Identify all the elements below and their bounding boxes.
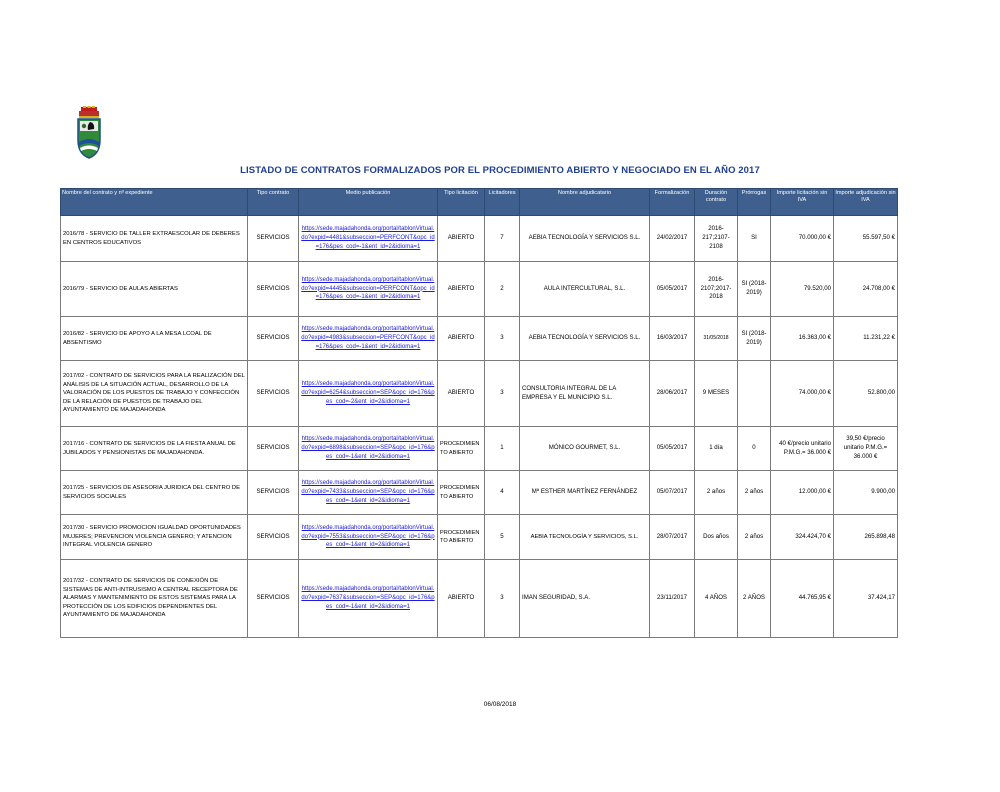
cell-adjudicatario: AULA INTERCULTURAL, S.L. <box>520 262 650 317</box>
cell-imp-adjudicacion: 52.800,00 <box>834 361 898 427</box>
col-header-name: Nombre del contrato y nº expediente <box>61 189 248 216</box>
col-header-imp-adjudicacion: Importe adjudicación sin IVA <box>834 189 898 216</box>
cell-contract-name: 2016/78 - SERVICIO DE TALLER EXTRAESCOLAR DE DEBERES EN CENTROS EDUCATIVOS <box>61 216 248 262</box>
table-row <box>61 471 898 515</box>
cell-adjudicatario: Mª ESTHER MARTÍNEZ FERNÁNDEZ <box>520 471 650 515</box>
cell-prorrogas <box>738 361 771 427</box>
cell-formalizacion: 23/11/2017 <box>650 560 695 638</box>
cell-prorrogas: SI (2018-2019) <box>738 317 771 361</box>
cell-tipo: SERVICIOS <box>248 216 299 262</box>
col-header-licitacion: Tipo licitación <box>438 189 485 216</box>
cell-prorrogas: 0 <box>738 427 771 471</box>
cell-adjudicatario: MÓNICO GOURMET, S.L. <box>520 427 650 471</box>
cell-formalizacion: 28/06/2017 <box>650 361 695 427</box>
cell-contract-name: 2016/82 - SERVICIO DE APOYO A LA MESA LCOAL DE ABSENTISMO <box>61 317 248 361</box>
cell-imp-adjudicacion: 37.424,17 <box>834 560 898 638</box>
cell-imp-licitacion: 79.520,00 <box>771 262 834 317</box>
cell-duracion: 9 MESES <box>695 361 738 427</box>
cell-imp-licitacion: 324.424,70 € <box>771 515 834 560</box>
cell-imp-adjudicacion: 11.231,22 € <box>834 317 898 361</box>
table-row <box>61 427 898 471</box>
cell-licitacion: ABIERTO <box>438 262 485 317</box>
cell-licitadores: 3 <box>485 317 520 361</box>
publication-link[interactable]: https://sede.majadahonda.org/portal/tablonVirtual.do?expid=6254&subseccion=SEP&opc_id=176&pes_cod=-2&ent_id=2&idioma=1 <box>301 381 435 405</box>
table-row <box>61 560 898 638</box>
cell-duracion: Dos años <box>695 515 738 560</box>
publication-link[interactable]: https://sede.majadahonda.org/portal/tablonVirtual.do?expid=7637&subseccion=SEP&opc_id=176&pes_cod=-1&ent_id=2&idioma=1 <box>301 586 435 610</box>
cell-imp-adjudicacion: 265.898,48 <box>834 515 898 560</box>
cell-prorrogas: SI <box>738 216 771 262</box>
cell-licitacion: ABIERTO <box>438 216 485 262</box>
cell-licitadores: 1 <box>485 427 520 471</box>
table-header-row <box>61 189 898 216</box>
cell-licitacion: PROCEDIMIENTO ABIERTO <box>438 515 485 560</box>
cell-duracion: 31/05/2018 <box>695 317 738 361</box>
publication-link[interactable]: https://sede.majadahonda.org/portal/tablonVirtual.do?expid=6898&subseccion=SEP&opc_id=176&pes_cod=-1&ent_id=2&idioma=1 <box>301 436 435 460</box>
cell-tipo: SERVICIOS <box>248 515 299 560</box>
cell-adjudicatario: CONSULTORIA INTEGRAL DE LA EMPRESA Y EL MUNICIPIO S.L. <box>520 361 650 427</box>
cell-contract-name: 2017/30 - SERVICIO PROMOCION IGUALDAD OPORTUNIDADES MUJERES; PREVENCION VIOLENCIA GENERO; Y ATENCION INTEGRAL VIOLENCIA GENERO <box>61 515 248 560</box>
footer-date: 06/08/2018 <box>483 701 517 708</box>
cell-tipo: SERVICIOS <box>248 560 299 638</box>
cell-adjudicatario: AEBIA TECNOLOGÍA Y SERVICIOS S.L. <box>520 216 650 262</box>
cell-tipo: SERVICIOS <box>248 471 299 515</box>
cell-licitacion: PROCEDIMIENTO ABIERTO <box>438 471 485 515</box>
cell-formalizacion: 05/07/2017 <box>650 471 695 515</box>
col-header-licitadores: Licitadores <box>485 189 520 216</box>
cell-adjudicatario: AEBIA TECNOLOGÍA Y SERVICIOS S.L. <box>520 317 650 361</box>
cell-formalizacion: 24/02/2017 <box>650 216 695 262</box>
cell-prorrogas: 2 años <box>738 471 771 515</box>
publication-link[interactable]: https://sede.majadahonda.org/portal/tablonVirtual.do?expid=4481&subseccion=PERFCONT&opc_id=176&pes_cod=-1&ent_id=2&idioma=1 <box>301 226 435 250</box>
cell-prorrogas: 2 años <box>738 515 771 560</box>
table-row <box>61 361 898 427</box>
cell-licitacion: PROCEDIMIENTO ABIERTO <box>438 427 485 471</box>
cell-formalizacion: 05/05/2017 <box>650 427 695 471</box>
cell-imp-licitacion: 44.765,95 € <box>771 560 834 638</box>
publication-link[interactable]: https://sede.majadahonda.org/portal/tablonVirtual.do?expid=4983&subseccion=PERFCONT&opc_id=176&pes_cod=-1&ent_id=2&idioma=1 <box>301 326 435 350</box>
cell-imp-licitacion: 70.000,00 € <box>771 216 834 262</box>
table-row <box>61 216 898 262</box>
cell-duracion: 4 AÑOS <box>695 560 738 638</box>
col-header-formalizacion: Formalización <box>650 189 695 216</box>
cell-imp-licitacion: 74.000,00 € <box>771 361 834 427</box>
cell-imp-adjudicacion: 24.708,00 € <box>834 262 898 317</box>
cell-tipo: SERVICIOS <box>248 262 299 317</box>
cell-tipo: SERVICIOS <box>248 317 299 361</box>
cell-licitacion: ABIERTO <box>438 361 485 427</box>
col-header-prorrogas: Prórrogas <box>738 189 771 216</box>
cell-licitadores: 3 <box>485 361 520 427</box>
cell-imp-adjudicacion: 9.900,00 <box>834 471 898 515</box>
cell-contract-name: 2017/25 - SERVICIOS DE ASESORIA JURIDICA DEL CENTRO DE SERVICIOS SOCIALES <box>61 471 248 515</box>
publication-link[interactable]: https://sede.majadahonda.org/portal/tablonVirtual.do?expid=7553&subseccion=SEP&opc_id=176&pes_cod=-1&ent_id=2&idioma=1 <box>301 524 435 549</box>
cell-duracion: 2 años <box>695 471 738 515</box>
cell-imp-licitacion: 40 €/precio unitario P.M.G.= 36.000 € <box>771 427 834 471</box>
cell-imp-licitacion: 12.000,00 € <box>771 471 834 515</box>
cell-prorrogas: SI (2018-2019) <box>738 262 771 317</box>
cell-formalizacion: 16/03/2017 <box>650 317 695 361</box>
cell-contract-name: 2017/16 - CONTRATO DE SERVICIOS DE LA FIESTA ANUAL DE JUBILADOS Y PENSIONISTAS DE MAJADAHONDA. <box>61 427 248 471</box>
cell-duracion: 2016-2107;2017-2018 <box>695 262 738 317</box>
cell-imp-adjudicacion: 55.597,50 € <box>834 216 898 262</box>
col-header-imp-licitacion: Importe licitación sin IVA <box>771 189 834 216</box>
publication-link[interactable]: https://sede.majadahonda.org/portal/tablonVirtual.do?expid=4445&subseccion=PERFCONT&opc_id=176&pes_cod=-1&ent_id=2&idioma=1 <box>301 276 435 301</box>
cell-licitacion: ABIERTO <box>438 560 485 638</box>
cell-duracion: 2016-217;2107-2108 <box>695 216 738 262</box>
cell-duracion: 1 día <box>695 427 738 471</box>
cell-adjudicatario: AEBIA TECNOLOGÍA Y SERVICIOS, S.L. <box>520 515 650 560</box>
cell-licitadores: 5 <box>485 515 520 560</box>
table-row <box>61 317 898 361</box>
municipal-crest-logo <box>74 106 104 160</box>
cell-imp-adjudicacion: 39,50 €/precio unitario P.M.G.= 36.000 € <box>834 427 898 471</box>
cell-licitadores: 4 <box>485 471 520 515</box>
cell-formalizacion: 05/05/2017 <box>650 262 695 317</box>
publication-link[interactable]: https://sede.majadahonda.org/portal/tablonVirtual.do?expid=7433&subseccion=SEP&opc_id=176&pes_cod=-1&ent_id=2&idioma=1 <box>301 480 435 504</box>
cell-adjudicatario: IMAN SEGURIDAD, S.A. <box>520 560 650 638</box>
cell-tipo: SERVICIOS <box>248 361 299 427</box>
page-title: LISTADO DE CONTRATOS FORMALIZADOS POR EL PROCEDIMIENTO ABIERTO Y NEGOCIADO EN EL AÑO 2017 <box>240 165 760 176</box>
cell-licitacion: ABIERTO <box>438 317 485 361</box>
col-header-medio: Medio publicación <box>299 189 438 216</box>
table-row <box>61 515 898 560</box>
col-header-duracion: Duración contrato <box>695 189 738 216</box>
cell-formalizacion: 28/07/2017 <box>650 515 695 560</box>
col-header-tipo: Tipo contrato <box>248 189 299 216</box>
col-header-adjudicatario: Nombre adjudicatario <box>520 189 650 216</box>
cell-contract-name: 2016/79 - SERVICIO DE AULAS ABIERTAS <box>61 262 248 317</box>
cell-tipo: SERVICIOS <box>248 427 299 471</box>
cell-licitadores: 7 <box>485 216 520 262</box>
table-row <box>61 262 898 317</box>
cell-prorrogas: 2 AÑOS <box>738 560 771 638</box>
cell-licitadores: 2 <box>485 262 520 317</box>
cell-imp-licitacion: 16.363,00 € <box>771 317 834 361</box>
cell-contract-name: 2017/02 - CONTRATO DE SERVICIOS PARA LA REALIZACIÓN DEL ANÁLISIS DE LA SITUACIÓN ACTUAL, DESARROLLO DE LA VALORACIÓN DE LOS PUESTOS DE TRABAJO Y CONFECCIÓN DE LA RELACIÓN DE PUESTOS DE TRABAJO DEL AYUNTAMIENTO DE MAJADAHONDA <box>61 361 248 427</box>
cell-contract-name: 2017/32 - CONTRATO DE SERVICIOS DE CONEXIÓN DE SISTEMAS DE ANTI-INTRUSISMO A CENTRAL RECEPTORA DE ALARMAS Y MANTENIMIENTO DE ESTOS SISTEMAS PARA LA PROTECCIÓN DE LOS EDIFICIOS DEPENDIENTES DEL AYUNTAMIENTO DE MAJADAHONDA <box>61 560 248 638</box>
cell-licitadores: 3 <box>485 560 520 638</box>
contracts-table <box>60 188 898 638</box>
